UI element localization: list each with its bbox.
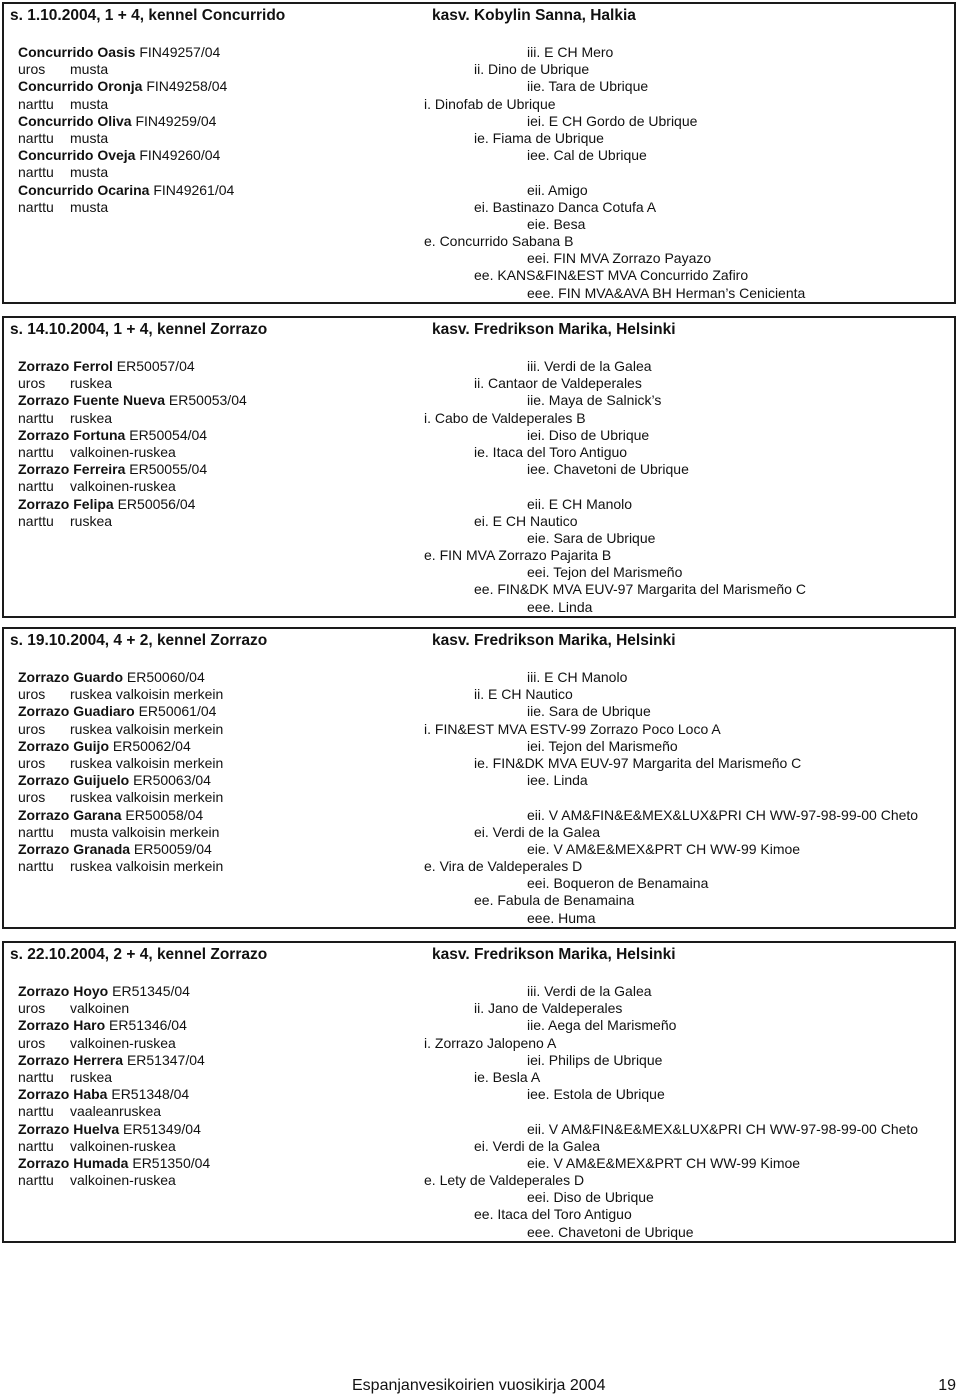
pedigree-entry: ie. Fiama de Ubrique (474, 129, 604, 146)
pup-name: Zorrazo Hoyo (18, 983, 109, 999)
pup-sex: narttu (18, 823, 54, 840)
pup-name: Zorrazo Felipa (18, 495, 114, 512)
pup-sex-color (18, 858, 408, 875)
pedigree-entry: ee. KANS&FIN&EST MVA Concurrido Zafiro (474, 267, 749, 284)
pup-color: valkoinen (70, 1000, 130, 1017)
litter-header (10, 946, 948, 966)
pup-sex: uros (18, 1034, 46, 1051)
pup-reg: ER50057/04 (116, 358, 195, 374)
pup-reg: ER51345/04 (112, 983, 190, 999)
pedigree-entry: e. Vira de Valdeperales D (424, 858, 583, 875)
pup-reg: ER51350/04 (132, 1154, 211, 1171)
pup-name: Zorrazo Guijuelo (18, 772, 130, 789)
page-footer (0, 1377, 960, 1397)
pup-sex-color (18, 824, 408, 841)
pup-name: Concurrido Oliva (18, 112, 132, 129)
pedigree-entry: ei. Verdi de la Galea (474, 1137, 601, 1154)
pedigree-entry: i. Dinofab de Ubrique (424, 95, 556, 112)
litter-header (10, 7, 948, 27)
pup-sex-color (18, 1069, 408, 1086)
pup-name-line (18, 1017, 408, 1034)
pup-sex-color (18, 513, 408, 530)
pup-name-line (18, 496, 408, 513)
pup-color: ruskea valkoisin merkein (70, 686, 224, 703)
pedigree-entry: iei. Diso de Ubrique (527, 426, 650, 443)
pup-name: Zorrazo Herrera (18, 1051, 124, 1068)
pup-reg: FIN49258/04 (146, 78, 228, 95)
pedigree-entry: iie. Tara de Ubrique (527, 78, 649, 95)
pedigree (424, 358, 944, 616)
pedigree-entry: i. Zorrazo Jalopeno A (424, 1034, 557, 1051)
pedigree (424, 669, 944, 927)
publication-title: Espanjanvesikoirien vuosikirja 2004 (352, 1377, 606, 1394)
pedigree-entry: eie. V AM&E&MEX&PRT CH WW-99 Kimoe (527, 1154, 801, 1171)
pup-sex: uros (18, 686, 46, 703)
pedigree-entry: ei. Bastinazo Danca Cotufa A (474, 198, 657, 215)
pup-reg: ER50060/04 (126, 669, 205, 685)
pedigree-entry: iei. Philips de Ubrique (527, 1051, 663, 1068)
page-number: 19 (938, 1377, 956, 1394)
pup-reg: ER50055/04 (129, 461, 208, 478)
pup-name: Zorrazo Fuente Nueva (18, 392, 166, 409)
pup-name: Zorrazo Granada (18, 840, 131, 857)
pedigree-entry: i. FIN&EST MVA ESTV-99 Zorrazo Poco Loco A (424, 720, 721, 737)
pup-reg: ER51348/04 (111, 1086, 190, 1103)
pup-name-line (18, 983, 408, 1000)
pup-color: musta (70, 129, 109, 146)
pedigree-entry: eei. FIN MVA Zorrazo Payazo (527, 250, 712, 267)
pup-color: musta valkoisin merkein (70, 823, 220, 840)
pup-sex: narttu (18, 858, 54, 875)
pedigree-entry: e. Concurrido Sabana B (424, 233, 574, 250)
pup-name-line (18, 738, 408, 755)
pup-name-line (18, 358, 408, 375)
pup-reg: ER50061/04 (138, 703, 217, 720)
pedigree-entry: eee. Huma (527, 909, 596, 926)
pedigree-entry: iie. Sara de Ubrique (527, 703, 651, 720)
pup-sex: narttu (18, 409, 54, 426)
pup-reg: ER50053/04 (168, 392, 247, 409)
pup-name-line (18, 147, 408, 164)
pup-name-line (18, 427, 408, 444)
pup-sex: narttu (18, 443, 54, 460)
breeder: kasv. Kobylin Sanna, Halkia (432, 7, 636, 24)
pup-name: Zorrazo Haba (18, 1086, 108, 1103)
pup-name-line (18, 392, 408, 409)
pup-reg: FIN49261/04 (153, 181, 235, 198)
pedigree-entry: ii. Dino de Ubrique (474, 61, 590, 78)
breeder: kasv. Fredrikson Marika, Helsinki (432, 946, 676, 963)
pedigree-entry: iie. Maya de Salnick’s (527, 392, 662, 409)
pedigree-entry: eee. Chavetoni de Ubrique (527, 1223, 694, 1240)
pup-reg: ER51347/04 (126, 1051, 205, 1068)
pup-sex-color (18, 1103, 408, 1120)
pup-sex: uros (18, 61, 46, 78)
pup-list (18, 669, 408, 875)
pup-name: Concurrido Ocarina (18, 181, 150, 198)
litter-date-kennel: s. 1.10.2004, 1 + 4, kennel Concurrido (10, 7, 286, 24)
pup-name-line (18, 78, 408, 95)
pup-name-line (18, 772, 408, 789)
pup-name: Zorrazo Humada (18, 1154, 129, 1171)
pup-color: valkoinen-ruskea (70, 1034, 176, 1051)
pedigree-entry: ii. E CH Nautico (474, 686, 573, 703)
pup-sex-color (18, 721, 408, 738)
pedigree-entry: iei. E CH Gordo de Ubrique (527, 112, 698, 129)
pup-sex-color (18, 478, 408, 495)
pup-sex-color (18, 1035, 408, 1052)
pup-sex: narttu (18, 198, 54, 215)
pup-sex-color (18, 130, 408, 147)
pup-list (18, 44, 408, 216)
pup-color: vaaleanruskea (70, 1103, 162, 1120)
pup-sex-color (18, 444, 408, 461)
pup-reg: ER50056/04 (117, 495, 196, 512)
pup-sex-color (18, 164, 408, 181)
pedigree-entry: eii. V AM&FIN&E&MEX&LUX&PRI CH WW-97-98-99-00 Cheto (527, 1120, 919, 1137)
pedigree-entry: iii. E CH Mero (527, 44, 614, 60)
pup-sex-color (18, 789, 408, 806)
pup-color: musta (70, 95, 109, 112)
pup-reg: ER50058/04 (125, 806, 204, 823)
pedigree-entry: iie. Aega del Marismeño (527, 1017, 677, 1034)
pedigree-entry: eii. E CH Manolo (527, 495, 633, 512)
pup-name: Zorrazo Ferrol (18, 358, 113, 374)
pup-sex-color (18, 61, 408, 78)
pup-name-line (18, 669, 408, 686)
pedigree-entry: eie. V AM&E&MEX&PRT CH WW-99 Kimoe (527, 840, 801, 857)
pedigree-entry: iee. Cal de Ubrique (527, 147, 647, 164)
pup-sex: narttu (18, 95, 54, 112)
pup-sex-color (18, 375, 408, 392)
pup-sex: uros (18, 754, 46, 771)
pup-name: Concurrido Oronja (18, 78, 143, 95)
pedigree-entry: ei. Verdi de la Galea (474, 823, 601, 840)
pedigree-entry: eie. Besa (527, 215, 586, 232)
pup-sex-color (18, 199, 408, 216)
breeder: kasv. Fredrikson Marika, Helsinki (432, 632, 676, 649)
pup-sex-color (18, 410, 408, 427)
pedigree-entry: iee. Chavetoni de Ubrique (527, 461, 689, 478)
pup-reg: ER50054/04 (129, 426, 208, 443)
pup-reg: FIN49260/04 (139, 147, 221, 164)
pup-reg: FIN49257/04 (139, 44, 221, 60)
pup-sex: narttu (18, 1137, 54, 1154)
pup-color: musta (70, 198, 109, 215)
pedigree-entry: iii. E CH Manolo (527, 669, 628, 685)
pup-name: Zorrazo Huelva (18, 1120, 120, 1137)
pup-name: Concurrido Oveja (18, 147, 136, 164)
pup-color: ruskea valkoisin merkein (70, 754, 224, 771)
pup-sex: narttu (18, 164, 54, 181)
pup-color: ruskea (70, 375, 113, 392)
pup-sex-color (18, 96, 408, 113)
pup-name-line (18, 44, 408, 61)
breeder: kasv. Fredrikson Marika, Helsinki (432, 321, 676, 338)
pup-color: ruskea valkoisin merkein (70, 720, 224, 737)
pup-reg: ER51346/04 (109, 1017, 187, 1034)
pup-name-line (18, 182, 408, 199)
pedigree-entry: eee. FIN MVA&AVA BH Herman’s Cenicienta (527, 284, 806, 301)
pup-name-line (18, 1086, 408, 1103)
pup-reg: ER50063/04 (133, 772, 211, 789)
pup-color: musta (70, 61, 109, 78)
pedigree-entry: iee. Linda (527, 772, 588, 789)
pedigree-entry: ei. E CH Nautico (474, 512, 578, 529)
litter-date-kennel: s. 22.10.2004, 2 + 4, kennel Zorrazo (10, 946, 268, 963)
litter-header (10, 632, 948, 652)
pup-reg: ER50059/04 (133, 840, 212, 857)
pup-name-line (18, 703, 408, 720)
pedigree-entry: e. Lety de Valdeperales D (424, 1172, 585, 1189)
pup-sex: uros (18, 375, 46, 392)
pup-sex-color (18, 1000, 408, 1017)
pup-sex: narttu (18, 129, 54, 146)
pup-list (18, 983, 408, 1189)
pup-name-line (18, 1052, 408, 1069)
pedigree-entry: i. Cabo de Valdeperales B (424, 409, 586, 426)
pup-reg: ER51349/04 (123, 1120, 201, 1137)
litter-section-4 (2, 941, 956, 1243)
pup-name: Zorrazo Ferreira (18, 461, 126, 478)
pedigree-entry: iee. Estola de Ubrique (527, 1086, 665, 1103)
pedigree-entry: eei. Tejon del Marismeño (527, 564, 683, 581)
pup-sex-color (18, 686, 408, 703)
pup-reg: FIN49259/04 (135, 112, 217, 129)
pup-name-line (18, 1155, 408, 1172)
pup-sex: narttu (18, 1103, 54, 1120)
pedigree-entry: ie. FIN&DK MVA EUV-97 Margarita del Marismeño C (474, 754, 802, 771)
pedigree-entry: ee. Itaca del Toro Antiguo (474, 1206, 632, 1223)
pup-sex-color (18, 1138, 408, 1155)
pup-list (18, 358, 408, 530)
litter-header (10, 321, 948, 341)
litter-date-kennel: s. 19.10.2004, 4 + 2, kennel Zorrazo (10, 632, 268, 649)
pedigree-entry: eei. Boqueron de Benamaina (527, 875, 709, 892)
pup-name: Zorrazo Haro (18, 1017, 106, 1034)
pup-sex: narttu (18, 1172, 54, 1189)
pedigree (424, 44, 944, 302)
pup-color: valkoinen-ruskea (70, 1137, 176, 1154)
pup-color: ruskea (70, 409, 113, 426)
pedigree-entry: ee. Fabula de Benamaina (474, 892, 635, 909)
pedigree (424, 983, 944, 1241)
pup-name-line (18, 1121, 408, 1138)
litter-date-kennel: s. 14.10.2004, 1 + 4, kennel Zorrazo (10, 321, 268, 338)
pedigree-entry: eii. V AM&FIN&E&MEX&LUX&PRI CH WW-97-98-99-00 Cheto (527, 806, 919, 823)
pup-sex: uros (18, 720, 46, 737)
pup-name: Concurrido Oasis (18, 44, 136, 60)
pedigree-entry: ie. Besla A (474, 1068, 541, 1085)
pedigree-entry: eei. Diso de Ubrique (527, 1189, 654, 1206)
pup-name: Zorrazo Fortuna (18, 426, 126, 443)
pup-color: ruskea (70, 1068, 113, 1085)
pup-reg: ER50062/04 (112, 737, 191, 754)
litter-section-2 (2, 316, 956, 618)
pup-color: valkoinen-ruskea (70, 1172, 176, 1189)
pup-name: Zorrazo Guadiaro (18, 703, 135, 720)
pup-name: Zorrazo Garana (18, 806, 122, 823)
pedigree-entry: ee. FIN&DK MVA EUV-97 Margarita del Marismeño C (474, 581, 806, 598)
pedigree-entry: iii. Verdi de la Galea (527, 983, 652, 999)
pedigree-entry: iei. Tejon del Marismeño (527, 737, 678, 754)
pup-sex: narttu (18, 1068, 54, 1085)
pup-name-line (18, 841, 408, 858)
pedigree-entry: ii. Cantaor de Valdeperales (474, 375, 642, 392)
pup-sex: narttu (18, 512, 54, 529)
pedigree-entry: eie. Sara de Ubrique (527, 529, 656, 546)
pedigree-entry: eii. Amigo (527, 181, 588, 198)
pedigree-entry: ie. Itaca del Toro Antiguo (474, 443, 628, 460)
pup-color: valkoinen-ruskea (70, 443, 176, 460)
litter-section-3 (2, 627, 956, 929)
pup-sex-color (18, 755, 408, 772)
pup-sex: narttu (18, 478, 54, 495)
pup-color: ruskea valkoisin merkein (70, 858, 224, 875)
pup-color: musta (70, 164, 109, 181)
pedigree-entry: ii. Jano de Valdeperales (474, 1000, 623, 1017)
pedigree-entry: eee. Linda (527, 598, 593, 615)
pup-color: ruskea (70, 512, 113, 529)
pup-name: Zorrazo Guardo (18, 669, 124, 685)
pup-name-line (18, 113, 408, 130)
pedigree-entry: iii. Verdi de la Galea (527, 358, 652, 374)
pup-color: ruskea valkoisin merkein (70, 789, 224, 806)
litter-section-1 (2, 2, 956, 304)
pup-sex: uros (18, 789, 46, 806)
pup-sex: uros (18, 1000, 46, 1017)
pup-name-line (18, 461, 408, 478)
pup-sex-color (18, 1172, 408, 1189)
pup-color: valkoinen-ruskea (70, 478, 176, 495)
pedigree-entry: e. FIN MVA Zorrazo Pajarita B (424, 547, 612, 564)
pup-name-line (18, 807, 408, 824)
pup-name: Zorrazo Guijo (18, 737, 109, 754)
